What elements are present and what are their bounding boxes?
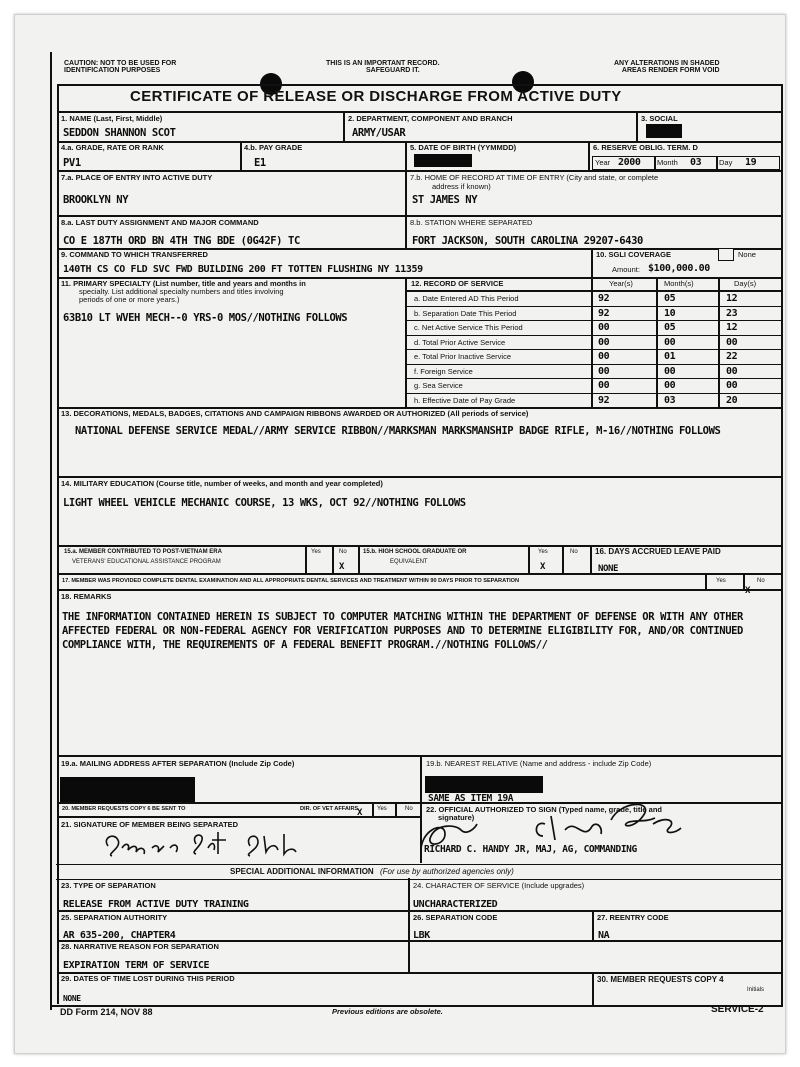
service-years-value: 00: [598, 380, 610, 391]
command-label: 9. COMMAND TO WHICH TRANSFERRED: [61, 250, 208, 259]
service-col-years: Year(s): [609, 279, 633, 288]
mailing-redaction: [60, 777, 195, 802]
time-lost-label: 29. DATES OF TIME LOST DURING THIS PERIOD: [61, 974, 235, 983]
special-info-label: SPECIAL ADDITIONAL INFORMATION (For use by authorized agencies only): [230, 867, 514, 876]
service-row-rule: [405, 320, 781, 321]
rule: [57, 84, 781, 86]
place-entry-value: BROOKLYN NY: [63, 194, 129, 206]
reserve-year-label: Year: [595, 158, 611, 167]
specialty-label: 11. PRIMARY SPECIALTY (List number, title and years and months in: [61, 279, 306, 288]
service-months-value: 05: [664, 293, 676, 304]
rule: [590, 545, 592, 573]
rule: [405, 170, 407, 248]
education-value: LIGHT WHEEL VEHICLE MECHANIC COURSE, 13 WKS, OCT 92//NOTHING FOLLOWS: [63, 497, 466, 509]
relative-label: 19.b. NEAREST RELATIVE (Name and address - include Zip Code): [426, 759, 652, 768]
rule: [718, 277, 720, 407]
service-col-months: Month(s): [664, 279, 694, 288]
service-row-rule: [405, 393, 781, 394]
remarks-value: THE INFORMATION CONTAINED HEREIN IS SUBJECT TO COMPUTER MATCHING WITHIN THE DEPARTMENT OF DEFENSE OR WITH ANY OTHER AFFECTED FEDERAL OR NON-FEDERAL AGENCY FOR VERIFICATION PURPOSES AND TO DETERMINE ELIGIBILITY FOR, AND/OR CONTINUED COMPLIANCE WITH, THE REQUIREMENTS OF A FEDERAL BENEFIT PROGRAM.//NOTHING FOLLOWS//: [62, 611, 743, 651]
service-row-label: b. Separation Date This Period: [414, 308, 517, 318]
ssn-label: 3. SOCIAL: [641, 114, 678, 123]
rule: [405, 277, 407, 407]
service-years-value: 92: [598, 394, 610, 406]
department-label: 2. DEPARTMENT, COMPONENT AND BRANCH: [348, 114, 513, 123]
official-signature: [415, 800, 705, 864]
service-row-label: g. Sea Service: [414, 381, 463, 390]
copy-va-label-2: DIR. OF VET AFFAIRS: [300, 806, 359, 812]
hs-no-label[interactable]: No: [570, 549, 578, 555]
dob-label: 5. DATE OF BIRTH (YYMMDD): [410, 143, 517, 152]
service-days-value: 20: [726, 394, 738, 406]
specialty-label-2: specialty. List additional specialty numbers and titles involving: [79, 287, 284, 296]
service-row-rule: [405, 378, 781, 379]
hs-label-2: EQUIVALENT: [390, 559, 428, 565]
rule: [588, 141, 590, 170]
pay-grade-label: 4.b. PAY GRADE: [244, 143, 303, 152]
remarks-label: 18. REMARKS: [61, 592, 112, 601]
service-months-value: 03: [664, 394, 676, 406]
member-signature: [100, 826, 310, 862]
leave-value: NONE: [598, 564, 619, 574]
rule: [57, 816, 421, 818]
form-title: CERTIFICATE OF RELEASE OR DISCHARGE FROM ACTIVE DUTY: [130, 88, 622, 105]
name-label: 1. NAME (Last, First, Middle): [61, 114, 163, 123]
service-months-value: 10: [664, 307, 676, 319]
sep-type-label: 23. TYPE OF SEPARATION: [61, 881, 156, 890]
rule: [358, 545, 360, 573]
hs-yes-label[interactable]: Yes: [538, 549, 548, 555]
service-months-value: 05: [664, 322, 676, 333]
rule: [405, 290, 781, 292]
rule: [57, 111, 781, 113]
rule: [591, 248, 593, 278]
rule: [592, 972, 594, 1005]
rule: [528, 545, 530, 573]
veap-no-label[interactable]: No: [339, 549, 347, 555]
rule: [562, 545, 564, 573]
name-value: SEDDON SHANNON SCOT: [63, 127, 176, 139]
command-value: 140TH CS CO FLD SVC FWD BUILDING 200 FT TOTTEN FLUSHING NY 11359: [63, 264, 423, 275]
station-value: FORT JACKSON, SOUTH CAROLINA 29207-6430: [412, 235, 643, 247]
dental-label: 17. MEMBER WAS PROVIDED COMPLETE DENTAL EXAMINATION AND ALL APPROPRIATE DENTAL SERVICES AND TREATMENT WITHIN 90 DAYS PRIOR TO SEPARATION: [62, 578, 520, 584]
rule: [636, 111, 638, 141]
service-days-value: 12: [726, 322, 738, 333]
hs-label: 15.b. HIGH SCHOOL GRADUATE OR: [363, 549, 467, 555]
service-row-label: f. Foreign Service: [414, 366, 473, 376]
rule: [57, 589, 781, 591]
sep-authority-value: AR 635-200, CHAPTER4: [63, 930, 176, 941]
rule: [305, 545, 307, 573]
service-row-label: h. Effective Date of Pay Grade: [414, 395, 516, 405]
veap-label: 15.a. MEMBER CONTRIBUTED TO POST-VIETNAM ERA: [64, 549, 222, 555]
relative-redaction: [425, 776, 543, 793]
pay-grade-value: E1: [254, 157, 266, 169]
service-months-value: 01: [664, 351, 676, 362]
reentry-value: NA: [598, 930, 610, 941]
copy-va-no-label[interactable]: No: [405, 806, 413, 812]
alterations-notice: ANY ALTERATIONS IN SHADED AREAS RENDER FORM VOID: [614, 60, 720, 74]
relative-value: SAME AS ITEM 19A: [428, 793, 514, 804]
rule: [405, 141, 407, 170]
rule: [57, 476, 781, 478]
official-label: 22. OFFICIAL AUTHORIZED TO SIGN (Typed name, grade, title and: [426, 805, 663, 814]
dental-no-label[interactable]: No: [757, 578, 765, 584]
narrative-value: EXPIRATION TERM OF SERVICE: [63, 960, 210, 971]
character-value: UNCHARACTERIZED: [413, 899, 498, 910]
rule: [57, 573, 781, 575]
station-label: 8.b. STATION WHERE SEPARATED: [410, 218, 533, 227]
leave-label: 16. DAYS ACCRUED LEAVE PAID: [595, 547, 721, 556]
sgli-label: 10. SGLI COVERAGE: [596, 250, 672, 259]
time-lost-value: NONE: [63, 994, 81, 1003]
last-duty-value: CO E 187TH ORD BN 4TH TNG BDE (0G42F) TC: [63, 235, 300, 247]
service-days-value: 23: [726, 307, 738, 319]
sep-type-value: RELEASE FROM ACTIVE DUTY TRAINING: [63, 899, 249, 910]
service-years-value: 92: [598, 293, 610, 304]
rule: [705, 573, 707, 590]
copy-va-mark: X: [357, 808, 363, 818]
service-months-value: 00: [664, 380, 676, 391]
rule: [372, 802, 374, 817]
rule: [408, 878, 410, 973]
service-row-label: a. Date Entered AD This Period: [414, 294, 519, 303]
rule: [240, 141, 242, 170]
sgli-amount-label: Amount:: [612, 265, 640, 274]
service-years-value: 00: [598, 365, 610, 377]
reserve-day-value: 19: [745, 157, 757, 168]
narrative-label: 28. NARRATIVE REASON FOR SEPARATION: [61, 942, 219, 951]
rule: [57, 910, 781, 912]
service-days-value: 00: [726, 336, 738, 348]
home-record-value: ST JAMES NY: [412, 194, 478, 206]
service-row-rule: [405, 364, 781, 365]
sgli-none-label: None: [738, 250, 756, 259]
rule: [57, 215, 781, 217]
service-row-label: e. Total Prior Inactive Service: [414, 352, 511, 361]
veap-label-2: VETERANS' EDUCATIONAL ASSISTANCE PROGRAM: [72, 559, 221, 565]
reserve-month-label: Month: [657, 158, 678, 167]
service-col-days: Day(s): [734, 279, 757, 288]
caution-notice: CAUTION: NOT TO BE USED FOR IDENTIFICATION PURPOSES: [64, 60, 177, 74]
service-years-value: 00: [598, 322, 610, 333]
decorations-label: 13. DECORATIONS, MEDALS, BADGES, CITATIONS AND CAMPAIGN RIBBONS AWARDED OR AUTHORIZED (All periods of service): [61, 409, 529, 418]
sep-code-value: LBK: [413, 930, 430, 941]
grade-label: 4.a. GRADE, RATE OR RANK: [61, 143, 164, 152]
previous-editions: Previous editions are obsolete.: [332, 1007, 443, 1016]
service-days-value: 22: [726, 351, 738, 362]
copy4-initials-label: Initials: [747, 987, 765, 993]
character-label: 24. CHARACTER OF SERVICE (Include upgrades): [413, 881, 585, 890]
service-row-rule: [405, 407, 781, 408]
service-days-value: 00: [726, 365, 738, 377]
copy4-label: 30. MEMBER REQUESTS COPY 4: [597, 975, 724, 984]
reserve-month-value: 03: [690, 157, 702, 168]
dental-mark: X: [745, 586, 751, 596]
sep-authority-label: 25. SEPARATION AUTHORITY: [61, 913, 168, 922]
veap-mark: X: [339, 562, 345, 572]
service-years-value: 00: [598, 351, 610, 362]
home-record-label: 7.b. HOME OF RECORD AT TIME OF ENTRY (City and state, or complete: [410, 173, 659, 182]
department-value: ARMY/USAR: [352, 127, 406, 139]
form-border-left: [50, 52, 52, 1010]
decorations-value: NATIONAL DEFENSE SERVICE MEDAL//ARMY SERVICE RIBBON//MARKSMAN MARKSMANSHIP BADGE RIFLE, M-16//NOTHING FOLLOWS: [75, 425, 721, 437]
mailing-label: 19.a. MAILING ADDRESS AFTER SEPARATION (Include Zip Code): [61, 759, 295, 768]
home-record-label-2: address if known): [432, 182, 491, 191]
dental-yes-label[interactable]: Yes: [716, 578, 726, 584]
service-months-value: 00: [664, 365, 676, 377]
rule: [591, 277, 593, 407]
specialty-value: 63B10 LT WVEH MECH--0 YRS-0 MOS//NOTHING FOLLOWS: [63, 312, 348, 324]
dob-redaction: [414, 154, 472, 167]
official-label-2: signature): [438, 813, 475, 822]
rule: [57, 755, 781, 757]
rule: [395, 802, 397, 817]
grade-value: PV1: [63, 157, 81, 169]
service-row-label: d. Total Prior Active Service: [414, 337, 506, 347]
copy-designation: SERVICE-2: [711, 1004, 764, 1015]
sep-code-label: 26. SEPARATION CODE: [413, 913, 498, 922]
special-info-sub: (For use by authorized agencies only): [379, 867, 514, 876]
signature-label: 21. SIGNATURE OF MEMBER BEING SEPARATED: [61, 820, 239, 829]
hs-mark: X: [540, 562, 546, 572]
rule: [332, 545, 334, 573]
veap-yes-label[interactable]: Yes: [311, 549, 321, 555]
rule: [592, 910, 594, 940]
sgli-none-checkbox[interactable]: [718, 248, 734, 261]
official-value: RICHARD C. HANDY JR, MAJ, AG, COMMANDING: [424, 844, 637, 855]
service-row-rule: [405, 349, 781, 350]
service-years-value: 00: [598, 336, 610, 348]
service-row-rule: [405, 306, 781, 307]
ssn-redaction: [646, 124, 682, 138]
copy-va-label: 20. MEMBER REQUESTS COPY 6 BE SENT TO: [62, 806, 186, 812]
service-months-value: 00: [664, 336, 676, 348]
service-days-value: 12: [726, 293, 738, 304]
specialty-label-3: periods of one or more years.): [79, 295, 180, 304]
sgli-amount-value: $100,000.00: [648, 263, 710, 274]
form-number: DD Form 214, NOV 88: [60, 1007, 153, 1017]
last-duty-label: 8.a. LAST DUTY ASSIGNMENT AND MAJOR COMMAND: [61, 218, 259, 227]
place-entry-label: 7.a. PLACE OF ENTRY INTO ACTIVE DUTY: [61, 173, 213, 182]
reserve-year-value: 2000: [618, 157, 641, 168]
reserve-day-label: Day: [719, 158, 733, 167]
rule: [57, 170, 781, 172]
service-label: 12. RECORD OF SERVICE: [411, 279, 504, 288]
service-row-label: c. Net Active Service This Period: [414, 323, 523, 332]
service-years-value: 92: [598, 307, 610, 319]
reentry-label: 27. REENTRY CODE: [597, 913, 669, 922]
rule: [656, 277, 658, 407]
service-days-value: 00: [726, 380, 738, 391]
education-label: 14. MILITARY EDUCATION (Course title, number of weeks, and month and year completed): [61, 479, 383, 488]
reserve-label: 6. RESERVE OBLIG. TERM. D: [593, 143, 698, 152]
copy-va-yes-label[interactable]: Yes: [377, 806, 387, 812]
important-notice: THIS IS AN IMPORTANT RECORD. SAFEGUARD IT.: [326, 60, 440, 74]
rule: [343, 111, 345, 141]
service-row-rule: [405, 335, 781, 336]
